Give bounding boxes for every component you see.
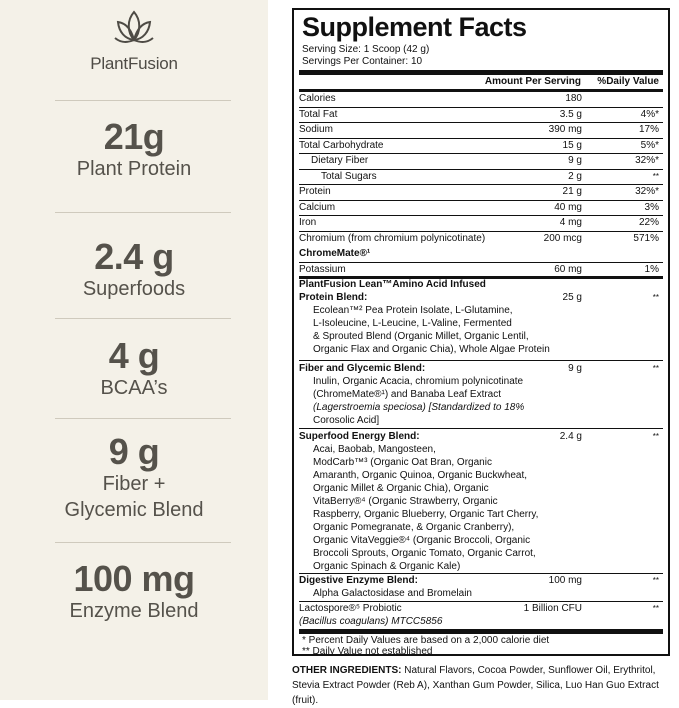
footnote-dv: * Percent Daily Values are based on a 2,000 calorie diet xyxy=(302,635,550,646)
nutrient-row xyxy=(299,169,663,185)
serving-size: Serving Size: 1 Scoop (42 g) xyxy=(302,44,430,55)
nutrient-amount: 3.5 g xyxy=(559,108,582,120)
nutrient-row xyxy=(299,262,663,278)
nutrient-row xyxy=(299,153,663,169)
stat-label: Superfoods xyxy=(82,278,186,300)
blend-line: Amaranth, Organic Quinoa, Organic Buckwheat, xyxy=(313,470,527,481)
nutrient-dv: 22% xyxy=(638,217,659,228)
stat-value: 4 g xyxy=(108,335,160,376)
nutrient-name: Iron xyxy=(299,217,317,228)
brand-logo xyxy=(0,8,268,74)
blend-dv: ** xyxy=(652,576,659,585)
nutrient-dv: 5%* xyxy=(640,139,659,151)
facts-title: Supplement Facts xyxy=(302,12,527,42)
blend-line: Alpha Galactosidase and Bromelain xyxy=(313,588,472,599)
probiotic xyxy=(299,602,663,628)
stat-label: Plant Protein xyxy=(76,158,192,180)
nutrient-name: Calcium xyxy=(299,201,336,213)
nutrient-name: ChromeMate®¹ xyxy=(299,248,371,259)
blend-line: ModCarb™³ (Organic Oat Bran, Organic xyxy=(313,457,492,468)
stat-label: Fiber + xyxy=(102,473,166,495)
column-headers xyxy=(299,74,663,90)
footnote-not-established: ** Daily Value not established xyxy=(302,646,433,657)
blend-line: Inulin, Organic Acacia, chromium polynicotinate xyxy=(313,376,524,387)
blend-line: Organic Flax and Organic Chia), Whole Algae Protein xyxy=(313,344,550,355)
stat-fiber xyxy=(0,433,268,523)
nutrient-dv: ** xyxy=(652,171,659,181)
blend-fiber xyxy=(299,362,663,427)
nutrient-name: Total Fat xyxy=(299,108,338,120)
nutrient-amount: 390 mg xyxy=(548,124,582,135)
divider xyxy=(55,100,231,101)
nutrient-amount: 180 xyxy=(565,93,582,104)
probiotic-name: Lactospore®⁵ Probiotic xyxy=(299,603,402,614)
nutrient-row xyxy=(299,107,663,123)
nutrient-name: Total Carbohydrate xyxy=(299,139,384,151)
blend-line: & Sprouted Blend (Organic Millet, Organic Lentil, xyxy=(313,331,529,342)
probiotic-dv: ** xyxy=(652,604,659,613)
nutrient-dv: 1% xyxy=(644,263,659,275)
nutrient-row xyxy=(299,122,663,138)
nutrient-amount: 200 mcg xyxy=(543,232,582,244)
rule xyxy=(299,360,663,361)
probiotic-strain: (Bacillus coagulans) MTCC5856 xyxy=(299,616,443,627)
stat-protein xyxy=(0,118,268,182)
nutrient-name: Protein xyxy=(299,186,331,197)
blend-amount: 100 mg xyxy=(548,575,582,586)
nutrient-name: Dietary Fiber xyxy=(311,155,369,166)
blend-title: Fiber and Glycemic Blend: xyxy=(299,363,426,374)
blend-amount: 9 g xyxy=(568,363,582,374)
nutrient-dv: 32%* xyxy=(635,186,659,197)
other-ingredients-label: OTHER INGREDIENTS: xyxy=(292,665,402,676)
blend-line: Organic Pomegranate, & Organic Cranberry), xyxy=(313,522,515,533)
stat-label-2: Glycemic Blend xyxy=(64,499,204,521)
divider xyxy=(55,418,231,419)
blend-line: Acai, Baobab, Mangosteen, xyxy=(313,444,436,455)
nutrient-name: Calories xyxy=(299,93,336,104)
lotus-icon xyxy=(112,8,156,52)
benefits-panel xyxy=(0,0,268,700)
blend-title: Digestive Enzyme Blend: xyxy=(299,575,418,586)
nutrient-dv: 571% xyxy=(633,232,659,244)
blend-title: Superfood Energy Blend: xyxy=(299,431,420,442)
servings-per-container: Servings Per Container: 10 xyxy=(302,56,423,67)
stat-value: 2.4 g xyxy=(94,236,174,277)
nutrient-dv: 3% xyxy=(644,201,659,213)
divider xyxy=(55,318,231,319)
other-ingredients xyxy=(292,663,674,708)
nutrient-name: Chromium (from chromium polynicotinate) xyxy=(299,232,486,244)
nutrient-dv: 32%* xyxy=(635,155,659,166)
nutrient-amount: 60 mg xyxy=(554,263,582,275)
blend-title-2: Protein Blend: xyxy=(299,292,368,303)
brand-name: PlantFusion xyxy=(90,54,178,73)
stat-label: BCAA’s xyxy=(100,377,168,399)
blend-amount: 25 g xyxy=(562,292,582,303)
col-dv: %Daily Value xyxy=(597,76,659,87)
nutrient-row xyxy=(299,184,663,200)
nutrient-dv: 17% xyxy=(638,124,659,135)
blend-title: PlantFusion Lean™Amino Acid Infused xyxy=(299,279,486,290)
nutrient-row xyxy=(299,200,663,216)
nutrient-row xyxy=(299,246,663,262)
nutrient-amount: 2 g xyxy=(568,170,582,182)
blend-enzyme xyxy=(299,574,663,600)
nutrient-name: Sodium xyxy=(299,124,333,135)
nutrient-amount: 21 g xyxy=(562,186,582,197)
blend-line: (Lagerstroemia speciosa) [Standardized to 18% xyxy=(313,402,525,413)
blend-line: L-Isoleucine, L-Leucine, L-Valine, Fermented xyxy=(313,318,512,329)
rule xyxy=(299,428,663,429)
blend-line: Ecolean™² Pea Protein Isolate, L-Glutamine, xyxy=(313,305,513,316)
nutrient-row xyxy=(299,215,663,231)
nutrient-row xyxy=(299,91,663,107)
blend-line: VitaBerry®⁴ (Organic Strawberry, Organic xyxy=(313,496,498,507)
probiotic-amount: 1 Billion CFU xyxy=(523,603,582,614)
blend-amount: 2.4 g xyxy=(559,431,582,442)
nutrient-row xyxy=(299,138,663,154)
nutrient-row xyxy=(299,231,663,247)
nutrient-amount: 40 mg xyxy=(554,201,582,213)
nutrient-dv: 4%* xyxy=(640,108,659,120)
nutrient-name: Total Sugars xyxy=(321,170,377,182)
blend-dv: ** xyxy=(652,364,659,373)
col-amount: Amount Per Serving xyxy=(484,76,581,87)
nutrient-amount: 4 mg xyxy=(559,217,582,228)
blend-line: Corosolic Acid] xyxy=(313,415,380,426)
blend-superfood xyxy=(299,430,663,573)
blend-line: Organic Spinach & Organic Kale) xyxy=(313,561,461,572)
blend-line: Broccoli Sprouts, Organic Tomato, Organic Carrot, xyxy=(313,548,536,559)
stat-superfoods xyxy=(0,238,268,302)
stat-label: Enzyme Blend xyxy=(69,600,199,622)
stat-enzyme xyxy=(0,560,268,624)
nutrient-amount: 9 g xyxy=(568,155,582,166)
stat-value: 9 g xyxy=(108,431,160,472)
blend-dv: ** xyxy=(652,432,659,441)
stat-bcaa xyxy=(0,337,268,401)
nutrient-amount: 15 g xyxy=(562,139,582,151)
stat-value: 100 mg xyxy=(73,558,195,599)
divider xyxy=(55,542,231,543)
stat-value: 21g xyxy=(103,116,165,157)
blend-protein xyxy=(299,278,663,356)
nutrient-name: Potassium xyxy=(299,263,346,275)
blend-line: Organic VitaVeggie®⁴ (Organic Broccoli, Organic xyxy=(313,535,531,546)
blend-line: Organic Millet & Organic Chia), Organic xyxy=(313,483,489,494)
blend-line: (ChromeMate®¹) and Banaba Leaf Extract xyxy=(313,389,502,400)
divider xyxy=(55,212,231,213)
other-ingredients-text: Natural Flavors, Cocoa Powder, Sunflower Oil, Erythritol, Stevia Extract Powder (Reb A), Xanthan Gum Powder, Silica, Luo Han Guo Extract (fruit). xyxy=(292,665,659,706)
blend-line: Raspberry, Organic Blueberry, Organic Tart Cherry, xyxy=(313,509,539,520)
supplement-facts-panel xyxy=(292,8,670,656)
blend-dv: ** xyxy=(652,293,659,302)
